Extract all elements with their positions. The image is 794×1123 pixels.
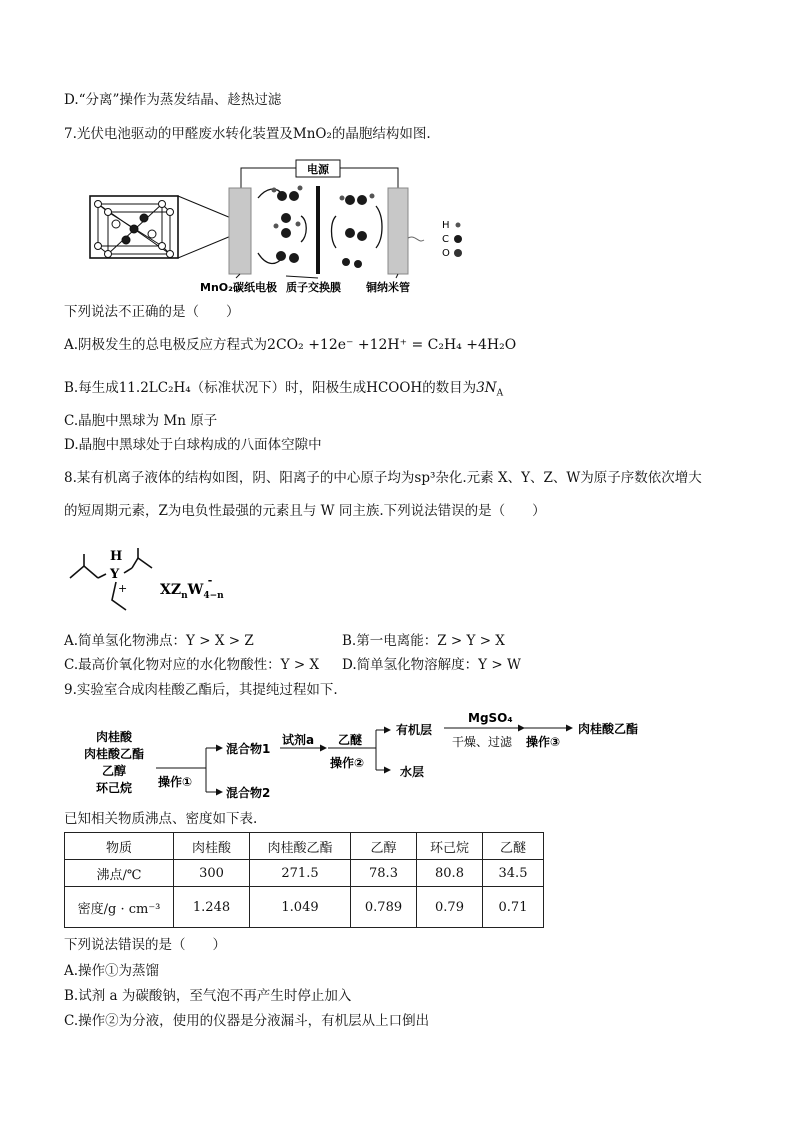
mno2-unit-cell	[90, 196, 178, 258]
table-header-cell: 乙醇	[351, 833, 417, 860]
table-row-label: 沸点/℃	[65, 860, 174, 887]
label-left-electrode: MnO₂碳纸电极	[200, 281, 277, 294]
svg-text:电源: 电源	[307, 163, 329, 176]
table-cell: 0.71	[483, 887, 544, 928]
q9-option-c: C.操作②为分液，使用的仪器是分液漏斗，有机层从上口倒出	[64, 1013, 430, 1029]
svg-text:C: C	[442, 234, 449, 245]
table-cell: 34.5	[483, 860, 544, 887]
svg-text:混合物2: 混合物2	[226, 786, 271, 800]
q7-option-d: D.晶胞中黑球处于白球构成的八面体空隙中	[64, 437, 322, 453]
properties-table	[64, 832, 544, 928]
svg-text:XZnW4−n-: $XZ_nW_{4-n}-$	[160, 574, 224, 601]
svg-text:肉桂酸: 肉桂酸	[96, 730, 133, 744]
svg-text:环己烷: 环己烷	[96, 781, 133, 795]
label-membrane: 质子交换膜	[286, 281, 341, 294]
proton-exchange-membrane	[316, 186, 320, 274]
svg-text:O: O	[442, 248, 450, 259]
table-cell: 80.8	[417, 860, 483, 887]
svg-text:水层: 水层	[400, 765, 425, 779]
svg-text:试剂a: 试剂a	[282, 733, 315, 747]
svg-text:乙醚: 乙醚	[338, 733, 363, 747]
table-header-cell: 环己烷	[417, 833, 483, 860]
q8-option-d: D.简单氢化物溶解度：Y > W	[342, 657, 521, 673]
table-cell: 300	[174, 860, 250, 887]
svg-text:MgSO₄: MgSO₄	[468, 711, 513, 725]
q8-option-b: B.第一电离能：Z > Y > X	[342, 633, 505, 649]
q7-option-a: A.阴极发生的总电极反应方程式为2CO₂ +12e⁻ +12H⁺ = C₂H₄ +4H₂O	[64, 337, 517, 353]
q6-option-d: D.“分离”操作为蒸发结晶、趁热过滤	[64, 92, 282, 108]
q9-stem: 9.实验室合成肉桂酸乙酯后，其提纯过程如下.	[64, 682, 338, 698]
svg-text:H: H	[442, 220, 450, 231]
svg-text:H: H	[110, 549, 123, 564]
q8-option-c: C.最高价氧化物对应的水化物酸性：Y > X	[64, 657, 320, 673]
left-molecules	[258, 186, 306, 264]
table-row-label: 密度/g · cm⁻³	[65, 887, 174, 928]
table-header-cell: 肉桂酸乙酯	[250, 833, 351, 860]
svg-text:混合物1: 混合物1	[226, 742, 271, 756]
svg-text:Y: Y	[110, 567, 120, 582]
q9-purification-flowchart	[64, 706, 664, 806]
table-cell: 78.3	[351, 860, 417, 887]
q7-option-b: B.每生成11.2LC₂H₄（标准状况下）时，阳极生成HCOOH的数目为$3N_A$	[64, 380, 504, 399]
table-header-cell: 肉桂酸	[174, 833, 250, 860]
q9-option-a: A.操作①为蒸馏	[64, 963, 160, 979]
table-row-boiling-point	[65, 860, 544, 887]
q8-stem-line1: 8.某有机离子液体的结构如图，阴、阳离子的中心原子均为sp³杂化.元素 X、Y、Z、W为原子序数依次增大	[64, 470, 702, 486]
table-header-cell: 乙醚	[483, 833, 544, 860]
table-header-cell: 物质	[65, 833, 174, 860]
q8-stem-line2: 的短周期元素，Z为电负性最强的元素且与 W 同主族.下列说法错误的是（ ）	[64, 503, 546, 519]
q7-option-c: C.晶胞中黑球为 Mn 原子	[64, 413, 218, 429]
svg-text:+: +	[118, 582, 128, 595]
svg-text:乙醇: 乙醇	[102, 764, 127, 778]
svg-text:有机层: 有机层	[396, 723, 433, 737]
svg-text:肉桂酸乙酯: 肉桂酸乙酯	[84, 747, 145, 761]
copper-nanotube-electrode	[388, 188, 408, 274]
power-supply	[241, 160, 398, 188]
label-right-electrode: 铜纳米管	[366, 281, 410, 294]
q9-table-intro: 已知相关物质沸点、密度如下表.	[64, 811, 258, 827]
table-cell: 0.79	[417, 887, 483, 928]
table-cell: 1.248	[174, 887, 250, 928]
q8-ionic-liquid-structure	[66, 536, 246, 616]
q7-prompt: 下列说法不正确的是（ ）	[64, 304, 240, 320]
atom-legend	[442, 220, 462, 259]
q7-stem: 7.光伏电池驱动的甲醛废水转化装置及MnO₂的晶胞结构如图.	[64, 126, 431, 142]
q8-option-a: A.简单氢化物沸点：Y > X > Z	[64, 633, 254, 649]
svg-text:干燥、过滤: 干燥、过滤	[452, 735, 513, 749]
svg-text:肉桂酸乙酯: 肉桂酸乙酯	[578, 722, 639, 736]
svg-text:操作①: 操作①	[158, 775, 193, 789]
table-cell: 0.789	[351, 887, 417, 928]
svg-text:操作②: 操作②	[330, 756, 365, 770]
q7-electrolysis-figure	[86, 158, 506, 298]
table-row-density	[65, 887, 544, 928]
table-header-row	[65, 833, 544, 860]
table-cell: 271.5	[250, 860, 351, 887]
q9-prompt: 下列说法错误的是（ ）	[64, 937, 226, 953]
q9-option-b: B.试剂 a 为碳酸钠，至气泡不再产生时停止加入	[64, 988, 352, 1004]
svg-text:操作③: 操作③	[526, 735, 561, 749]
table-cell: 1.049	[250, 887, 351, 928]
mno2-carbon-paper-electrode	[229, 188, 251, 274]
right-molecules	[332, 194, 425, 269]
